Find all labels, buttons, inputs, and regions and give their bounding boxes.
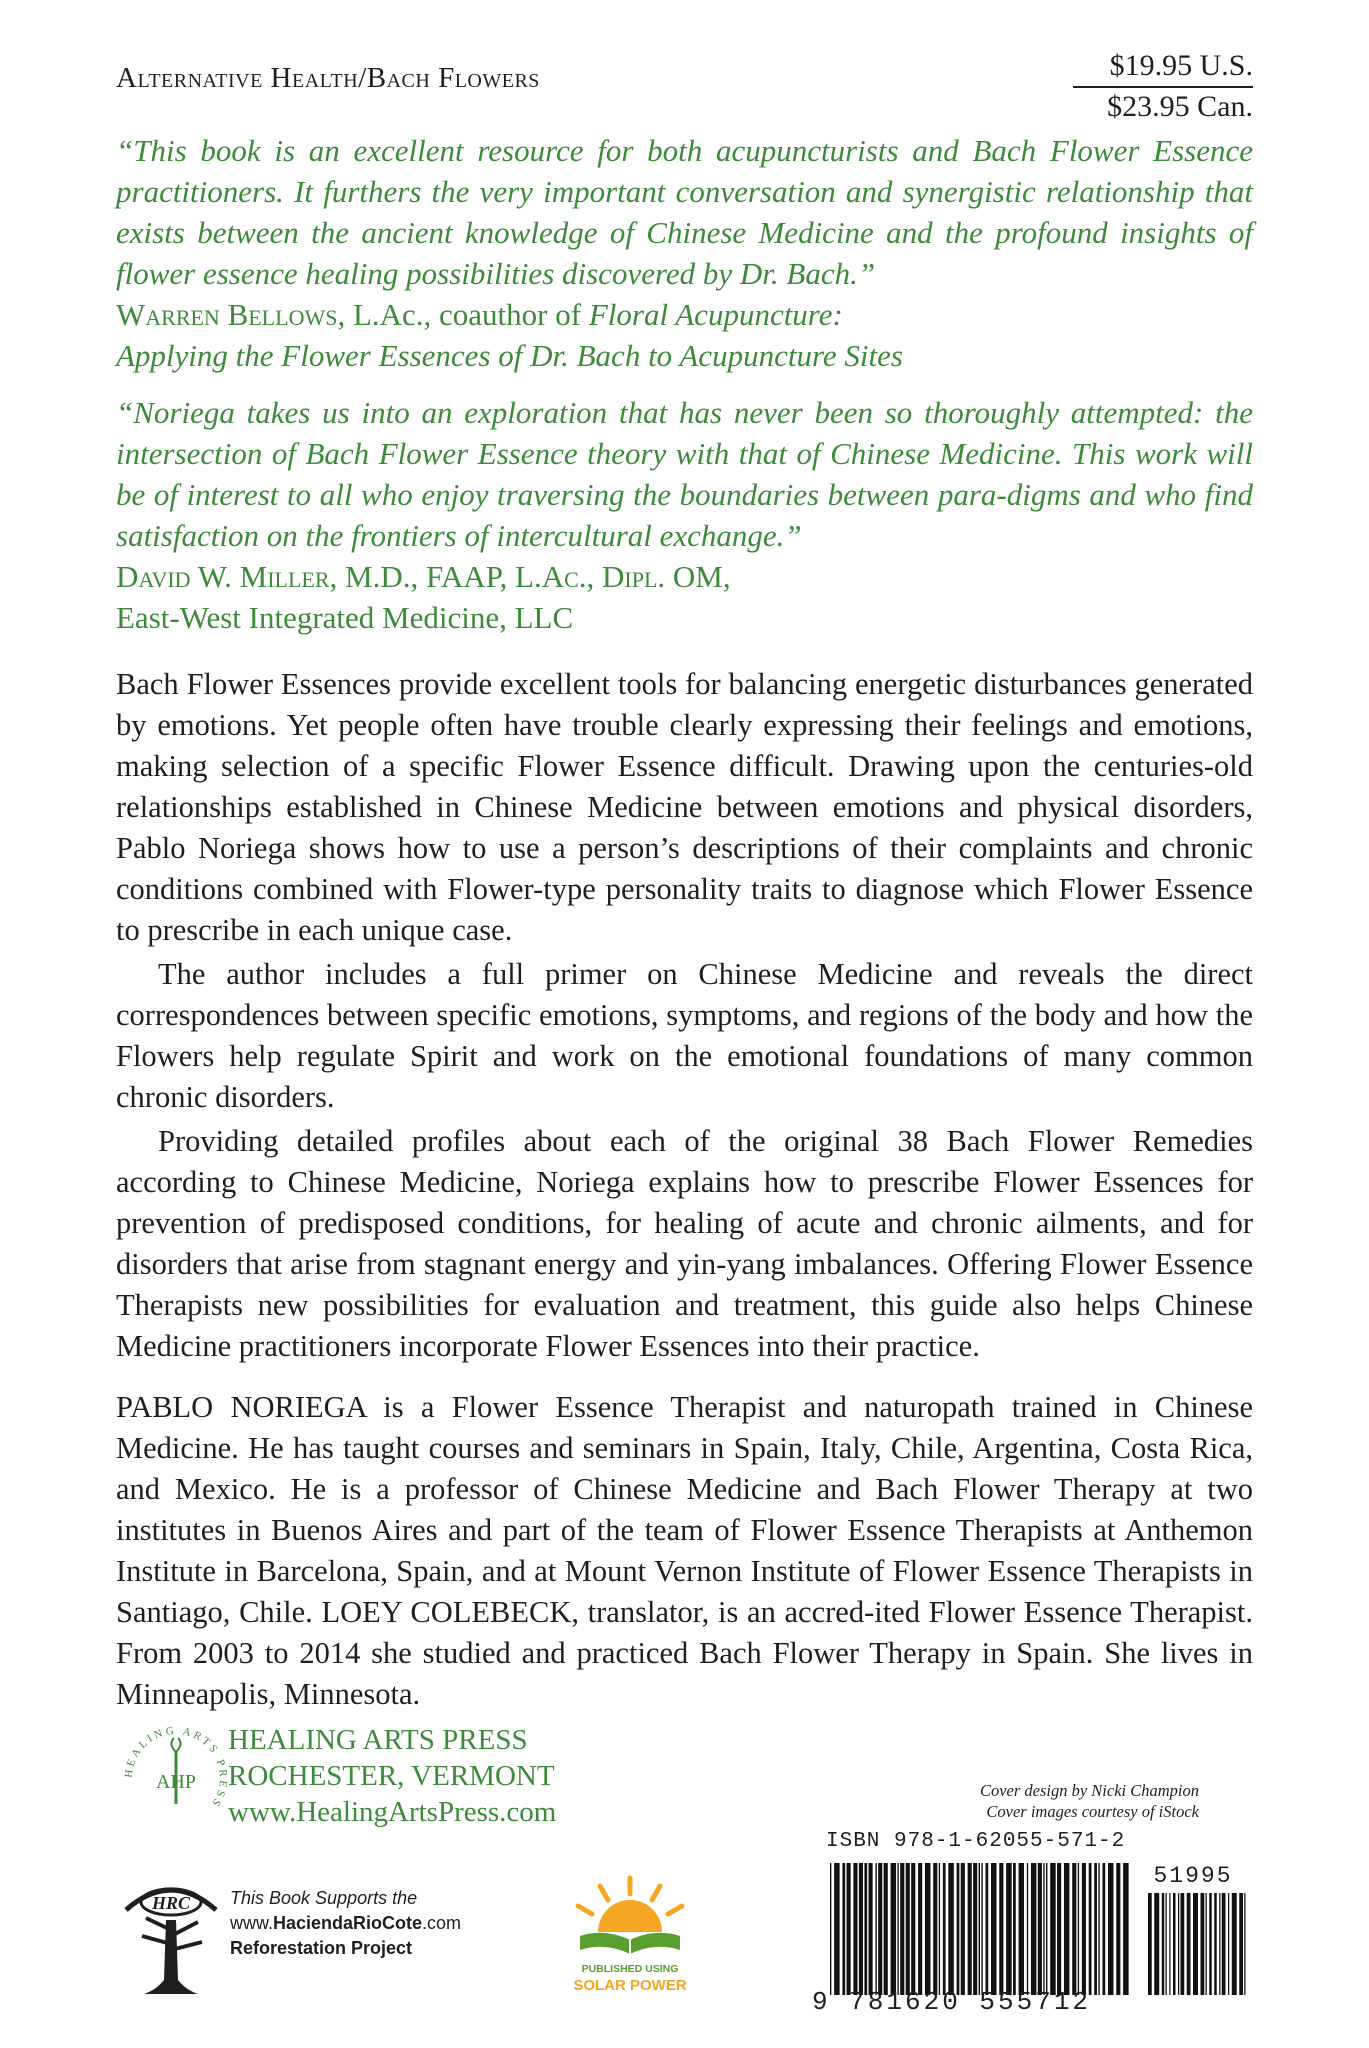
barcode-bar (1232, 1893, 1237, 1995)
solar-text-2: SOLAR POWER (573, 1977, 687, 1994)
hrc-text (230, 1886, 461, 1961)
barcode-bar (1013, 1863, 1016, 1995)
cover-credits (980, 1780, 1199, 1822)
barcode-bar (968, 1863, 972, 1995)
barcode-bar (1078, 1863, 1079, 1995)
barcode-bar (1181, 1893, 1185, 1995)
barcode-bar (957, 1863, 960, 1995)
price-addon-digits: 51995 (1153, 1863, 1233, 1889)
barcode-bar (1006, 1863, 1012, 1995)
tree-logo-icon (116, 1870, 226, 1998)
barcode-bar (1148, 1893, 1152, 1995)
barcode-bar (1166, 1893, 1167, 1995)
barcode-bar (1214, 1893, 1217, 1995)
hrc-url-prefix: www. (230, 1913, 274, 1933)
solar-text-1: PUBLISHED USING (581, 1963, 679, 1975)
barcode-bar (1108, 1863, 1114, 1995)
barcode-bar (1244, 1893, 1245, 1995)
price-block (1073, 48, 1253, 126)
quote-author: Warren Bellows (116, 297, 338, 332)
barcode-bar (1046, 1863, 1047, 1995)
barcode-bar (842, 1863, 845, 1995)
barcode-bar (1123, 1863, 1129, 1995)
publisher-logo-icon (116, 1718, 236, 1838)
publisher-logo-ring-text: HEALING ARTS PRESS (122, 1724, 230, 1811)
hrc-line-1: This Book Supports the (230, 1888, 418, 1908)
ean-digits: 9 781620 555712 (812, 1987, 1092, 2017)
barcode-bar (986, 1863, 989, 1995)
hrc-line-3: Reforestation Project (230, 1938, 413, 1958)
hrc-url-domain: HaciendaRioCote (273, 1913, 423, 1933)
book-description (116, 664, 1253, 1715)
barcode-bar (864, 1863, 867, 1995)
quote-affiliation: East-West Integrated Medicine, LLC (116, 600, 574, 635)
book-subtitle: Applying the Flower Essences of Dr. Bach to Acupuncture Sites (116, 338, 903, 373)
description-paragraph: The author includes a full primer on Chinese Medicine and reveals the direct correspondences between specific emotions, symptoms, and regions of the body and how the Flowers help regulate Spirit and work on the emotional foundations of many common chronic disorders. (116, 957, 1253, 1114)
barcode-bar (1154, 1893, 1159, 1995)
barcode-bar (1173, 1893, 1176, 1995)
barcode-bar (1228, 1893, 1229, 1995)
barcode-bar (933, 1863, 937, 1995)
hrc-url[interactable] (230, 1911, 461, 1936)
barcode-bar (991, 1863, 997, 1995)
isbn-label: ISBN 978-1-62055-571-2 (826, 1830, 1126, 1853)
barcode-bar (1219, 1893, 1220, 1995)
quote-credentials: , L.Ac., coauthor of (337, 297, 589, 332)
barcode-bar (979, 1863, 980, 1995)
price-can: $23.95 Can. (1107, 90, 1253, 123)
hrc-logo-text: HRC (151, 1893, 191, 1913)
barcode-block (812, 1863, 1252, 2023)
barcode-bar (939, 1863, 940, 1995)
barcode-bar (1098, 1863, 1099, 1995)
description-paragraph: Bach Flower Essences provide excellent tools for balancing energetic disturbances generated by emotions. Yet people often have trouble clearly expressing their feelings and emotions, making selection of a specific Flower Essence difficult. Drawing upon the centuries-old relationships established in Chinese Medicine between emotions and physical disorders, Pablo Noriega shows how to use a person’s descriptions of their complaints and chronic conditions combined with Flower-type personality traits to diagnose which Flower Essence to prescribe in each unique case. (116, 667, 1253, 947)
price-us: $19.95 U.S. (1073, 48, 1253, 88)
barcode-bar (911, 1863, 915, 1995)
barcode-bar (869, 1863, 873, 1995)
endorsement-quote-1 (116, 130, 1253, 376)
quote-attribution (116, 294, 1253, 376)
barcode-bar (830, 1863, 831, 1995)
barcode-bar (1019, 1863, 1025, 1995)
barcode-bar (1038, 1863, 1042, 1995)
endorsement-quote-2 (116, 392, 1253, 638)
barcode-bar (875, 1863, 876, 1995)
publisher-text (228, 1722, 556, 1830)
barcode-bar (999, 1863, 1003, 1995)
barcode-bar (1064, 1863, 1070, 1995)
barcode-bar (853, 1863, 857, 1995)
quote-attribution (116, 556, 1253, 638)
barcode-bar (1178, 1893, 1179, 1995)
category-label: Alternative Health/Bach Flowers (116, 62, 540, 94)
barcode-bar (918, 1863, 922, 1995)
hrc-support-block (116, 1870, 516, 2000)
quote-text: “This book is an excellent resource for both acupuncturists and Bach Flower Essence practitioners. It furthers the very important conversation and synergistic relationship that exists between the ancient knowledge of Chinese Medicine and the profound insights of flower essence healing possibilities discovered by Dr. Bach.” (116, 133, 1253, 291)
barcode-bar (1187, 1893, 1191, 1995)
barcode-bar (1089, 1863, 1092, 1995)
barcode-bar (1094, 1863, 1097, 1995)
solar-power-logo-icon (560, 1870, 700, 2000)
barcode-bar (1206, 1893, 1207, 1995)
barcode-bar (1031, 1863, 1037, 1995)
addon-barcode (1148, 1893, 1248, 1995)
barcode-bar (961, 1863, 965, 1995)
barcode-bar (834, 1863, 840, 1995)
barcode-bar (1162, 1893, 1165, 1995)
barcode-bar (884, 1863, 888, 1995)
author-bio: PABLO NORIEGA is a Flower Essence Therapist and naturopath trained in Chinese Medicine. He has taught courses and seminars in Spain, Italy, Chile, Argentina, Costa Rica, and Mexico. He is a professor of Chinese Medicine and Bach Flower Therapy at two institutes in Buenos Aires and part of the team of Flower Essence Therapists at Anthemon Institute in Barcelona, Spain, and at Mount Vernon Institute of Flower Essence Therapists in Santiago, Chile. LOEY COLEBECK, translator, is an accred-ited Flower Essence Therapist. From 2003 to 2014 she studied and practiced Bach Flower Therapy in Spain. She lives in Minneapolis, Minnesota. (116, 1390, 1253, 1711)
description-paragraph: Providing detailed profiles about each of the original 38 Bach Flower Remedies according to Chinese Medicine, Noriega explains how to prescribe Flower Essences for prevention of predisposed conditions, for healing of acute and chronic ailments, and for disorders that arise from stagnant energy and yin-yang imbalances. Offering Flower Essence Therapists new possibilities for evaluation and treatment, this guide also helps Chinese Medicine practitioners incorporate Flower Essences into their practice. (116, 1124, 1253, 1363)
barcode-bar (1050, 1863, 1056, 1995)
barcode-bar (1209, 1893, 1212, 1995)
barcode-bar (925, 1863, 931, 1995)
barcode-bar (906, 1863, 910, 1995)
hrc-url-suffix: .com (422, 1913, 462, 1933)
barcode-bar (897, 1863, 898, 1995)
publisher-url[interactable]: www.HealingArtsPress.com (228, 1796, 557, 1828)
publisher-block (116, 1718, 586, 1848)
barcode-bar (1102, 1863, 1105, 1995)
barcode-bar (1072, 1863, 1076, 1995)
cover-image-credit: Cover images courtesy of iStock (986, 1802, 1199, 1821)
barcode-bar (859, 1863, 863, 1995)
barcode-bar (1116, 1863, 1120, 1995)
quote-credentials: , M.D., FAAP, L.Ac., Dipl. OM, (329, 559, 731, 594)
barcode-bar (1057, 1863, 1061, 1995)
barcode-bar (891, 1863, 897, 1995)
barcode-bar (1027, 1863, 1028, 1995)
barcode-bar (1082, 1863, 1086, 1995)
quote-text: “Noriega takes us into an exploration that has never been so thoroughly attempted: the intersection of Bach Flower Essence theory with that of Chinese Medicine. This work will be of interest to all who enjoy traversing the boundaries between para-digms and who find satisfaction on the frontiers of intercultural exchange.” (116, 395, 1253, 553)
publisher-logo-mark: AHP (155, 1771, 197, 1793)
ean-barcode (830, 1863, 1130, 1995)
cover-design-credit: Cover design by Nicki Champion (979, 1781, 1199, 1800)
barcode-bar (1043, 1863, 1044, 1995)
barcode-bar (878, 1863, 882, 1995)
barcode-bar (900, 1863, 904, 1995)
barcode-bar (973, 1863, 977, 1995)
barcode-bar (1169, 1893, 1170, 1995)
publisher-city: ROCHESTER, VERMONT (228, 1760, 555, 1792)
publisher-name: HEALING ARTS PRESS (228, 1724, 528, 1756)
quote-author: David W. Miller (116, 559, 330, 594)
barcode-bar (1193, 1893, 1198, 1995)
barcode-bar (1201, 1893, 1205, 1995)
barcode-bar (1222, 1893, 1226, 1995)
barcode-bar (981, 1863, 982, 1995)
barcode-bar (943, 1863, 946, 1995)
barcode-bar (948, 1863, 954, 1995)
barcode-bar (1239, 1893, 1243, 1995)
barcode-bar (847, 1863, 851, 1995)
book-title: Floral Acupuncture: (588, 297, 843, 332)
